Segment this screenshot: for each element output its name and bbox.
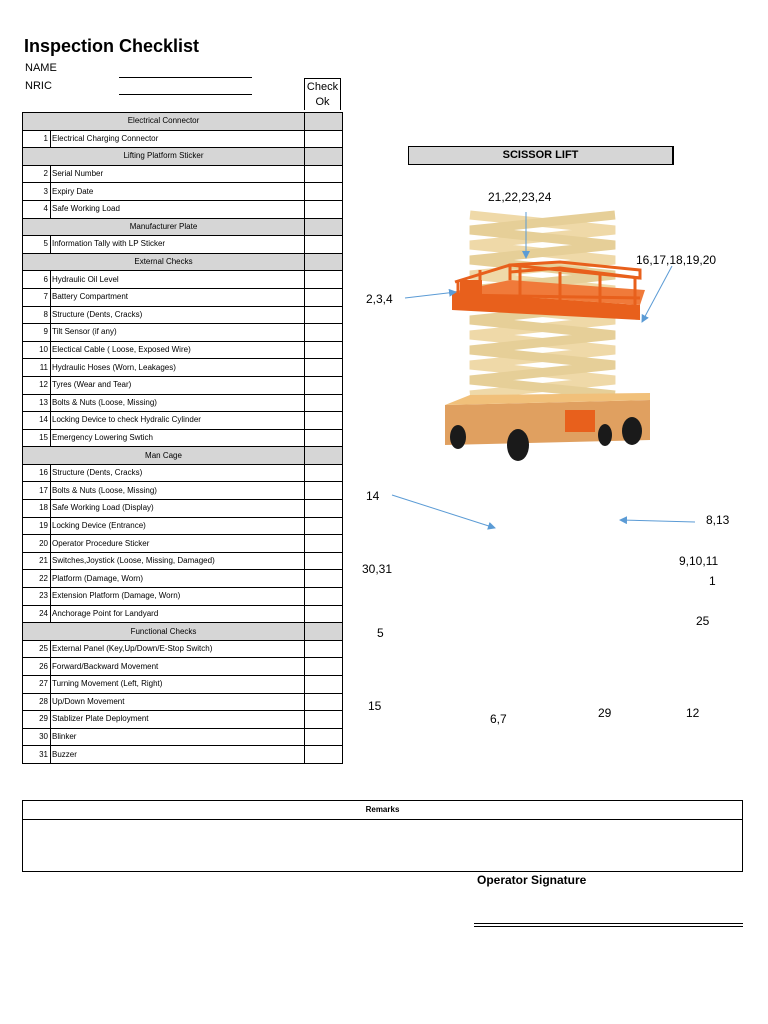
checklist-row [23,588,343,606]
checklist-row [23,165,343,183]
callout-21-24: 21,22,23,24 [488,190,552,204]
callout-30-31: 30,31 [362,562,393,576]
item-number: 26 [23,658,51,676]
signature-line-double [474,926,743,927]
checklist-row [23,324,343,342]
section-header-label: Lifting Platform Sticker [23,148,305,166]
check-ok-cell[interactable] [305,183,343,201]
remarks-box [22,800,743,872]
callout-29: 29 [598,706,612,720]
item-description: Electical Cable ( Loose, Exposed Wire) [51,341,305,359]
item-description: Extension Platform (Damage, Worn) [51,588,305,606]
item-description: Locking Device to check Hydralic Cylinder [51,412,305,430]
item-description: Battery Compartment [51,288,305,306]
item-number: 13 [23,394,51,412]
checklist-row [23,570,343,588]
check-ok-cell[interactable] [305,341,343,359]
item-description: Blinker [51,728,305,746]
item-number: 23 [23,588,51,606]
section-header-label: External Checks [23,253,305,271]
scissor-lift-title: SCISSOR LIFT [408,146,674,165]
callout-25: 25 [696,614,710,628]
checklist-row [23,482,343,500]
check-ok-cell[interactable] [305,588,343,606]
base-chassis [445,393,650,445]
item-description: Locking Device (Entrance) [51,517,305,535]
item-description: Hydraulic Oil Level [51,271,305,289]
check-ok-cell[interactable] [305,746,343,764]
item-number: 19 [23,517,51,535]
check-ok-cell[interactable] [305,552,343,570]
section-header [23,218,343,236]
item-description: Operator Procedure Sticker [51,535,305,553]
item-description: Serial Number [51,165,305,183]
item-number: 14 [23,412,51,430]
item-number: 3 [23,183,51,201]
inspection-checklist-table [22,112,343,764]
remarks-header: Remarks [23,801,742,820]
item-number: 16 [23,464,51,482]
item-description: Structure (Dents, Cracks) [51,306,305,324]
remarks-field[interactable] [23,820,742,872]
item-description: Stablizer Plate Deployment [51,711,305,729]
checklist-row [23,605,343,623]
section-header [23,623,343,641]
check-ok-cell[interactable] [305,288,343,306]
checklist-row [23,341,343,359]
item-number: 12 [23,376,51,394]
item-number: 10 [23,341,51,359]
item-description: Hydraulic Hoses (Worn, Leakages) [51,359,305,377]
section-header-label: Manufacturer Plate [23,218,305,236]
check-ok-cell[interactable] [305,130,343,148]
name-field[interactable] [119,77,252,78]
checklist-row [23,535,343,553]
item-number: 6 [23,271,51,289]
item-number: 22 [23,570,51,588]
item-description: Tyres (Wear and Tear) [51,376,305,394]
check-ok-cell[interactable] [305,482,343,500]
section-check-cell [305,447,343,465]
check-ok-cell[interactable] [305,500,343,518]
section-check-cell [305,253,343,271]
section-header [23,447,343,465]
item-number: 15 [23,429,51,447]
callout-8-13: 8,13 [706,513,730,527]
item-description: Buzzer [51,746,305,764]
callout-15: 15 [368,699,382,713]
item-number: 20 [23,535,51,553]
item-number: 9 [23,324,51,342]
check-ok-cell[interactable] [305,693,343,711]
checklist-row [23,376,343,394]
checklist-row [23,236,343,254]
section-check-cell [305,623,343,641]
section-check-cell [305,113,343,131]
section-header [23,148,343,166]
section-header-label: Electrical Connector [23,113,305,131]
check-ok-header-line2: Ok [315,96,330,108]
item-number: 27 [23,676,51,694]
check-ok-cell[interactable] [305,517,343,535]
checklist-row [23,693,343,711]
item-description: Forward/Backward Movement [51,658,305,676]
checklist-row [23,394,343,412]
check-ok-cell[interactable] [305,306,343,324]
item-number: 4 [23,200,51,218]
check-ok-cell[interactable] [305,570,343,588]
check-ok-cell[interactable] [305,676,343,694]
checklist-row [23,200,343,218]
scissor-lift-image [360,170,750,540]
check-ok-cell[interactable] [305,165,343,183]
checklist-row [23,500,343,518]
callout-2-4: 2,3,4 [366,292,393,306]
check-ok-cell[interactable] [305,658,343,676]
section-header [23,253,343,271]
callout-16-20: 16,17,18,19,20 [636,253,717,267]
check-ok-cell[interactable] [305,429,343,447]
item-number: 1 [23,130,51,148]
checklist-row [23,130,343,148]
check-ok-cell[interactable] [305,359,343,377]
item-description: Turning Movement (Left, Right) [51,676,305,694]
nric-label: NRIC [25,80,52,92]
item-description: External Panel (Key,Up/Down/E-Stop Switch) [51,640,305,658]
checklist-row [23,288,343,306]
check-ok-cell[interactable] [305,200,343,218]
callout-1: 1 [709,574,716,588]
checklist-row [23,271,343,289]
item-description: Expiry Date [51,183,305,201]
check-ok-cell[interactable] [305,236,343,254]
check-ok-cell[interactable] [305,728,343,746]
check-ok-cell[interactable] [305,535,343,553]
checklist-row [23,728,343,746]
check-ok-header [304,78,341,110]
checklist-row [23,306,343,324]
page-title: Inspection Checklist [24,36,200,56]
item-description: Platform (Damage, Worn) [51,570,305,588]
checklist-row [23,676,343,694]
callout-12: 12 [686,706,700,720]
item-number: 11 [23,359,51,377]
callout-5: 5 [377,626,384,640]
checklist-row [23,359,343,377]
check-ok-cell[interactable] [305,412,343,430]
signature-line[interactable] [474,923,743,924]
nric-field[interactable] [119,94,252,95]
callout-9-11: 9,10,11 [679,554,719,568]
item-number: 24 [23,605,51,623]
checklist-row [23,640,343,658]
check-ok-cell[interactable] [305,605,343,623]
section-header-label: Man Cage [23,447,305,465]
checklist-row [23,412,343,430]
check-ok-cell[interactable] [305,464,343,482]
item-description: Bolts & Nuts (Loose, Missing) [51,482,305,500]
section-check-cell [305,218,343,236]
operator-signature-label: Operator Signature [477,873,587,887]
section-header-label: Functional Checks [23,623,305,641]
section-header [23,113,343,131]
item-description: Bolts & Nuts (Loose, Missing) [51,394,305,412]
item-number: 30 [23,728,51,746]
checklist-row [23,552,343,570]
item-description: Up/Down Movement [51,693,305,711]
check-ok-cell[interactable] [305,711,343,729]
check-ok-cell[interactable] [305,376,343,394]
checklist-row [23,183,343,201]
callout-14: 14 [366,489,380,503]
check-ok-header-line1: Check [306,81,339,93]
item-number: 7 [23,288,51,306]
callout-6-7: 6,7 [490,712,507,726]
check-ok-cell[interactable] [305,394,343,412]
item-description: Emergency Lowering Swtich [51,429,305,447]
item-number: 28 [23,693,51,711]
item-number: 25 [23,640,51,658]
section-check-cell [305,148,343,166]
item-description: Information Tally with LP Sticker [51,236,305,254]
item-number: 2 [23,165,51,183]
checklist-row [23,746,343,764]
item-number: 21 [23,552,51,570]
item-number: 18 [23,500,51,518]
item-number: 17 [23,482,51,500]
item-description: Structure (Dents, Cracks) [51,464,305,482]
item-description: Electrical Charging Connector [51,130,305,148]
item-number: 29 [23,711,51,729]
item-description: Safe Working Load (Display) [51,500,305,518]
item-number: 8 [23,306,51,324]
check-ok-cell[interactable] [305,640,343,658]
item-description: Switches,Joystick (Loose, Missing, Damaged) [51,552,305,570]
item-number: 5 [23,236,51,254]
checklist-row [23,517,343,535]
checklist-row [23,429,343,447]
item-number: 31 [23,746,51,764]
item-description: Anchorage Point for Landyard [51,605,305,623]
check-ok-cell[interactable] [305,324,343,342]
item-description: Safe Working Load [51,200,305,218]
checklist-row [23,464,343,482]
checklist-row [23,658,343,676]
checklist-row [23,711,343,729]
item-description: Tilt Sensor (if any) [51,324,305,342]
check-ok-cell[interactable] [305,271,343,289]
name-label: NAME [25,62,57,74]
